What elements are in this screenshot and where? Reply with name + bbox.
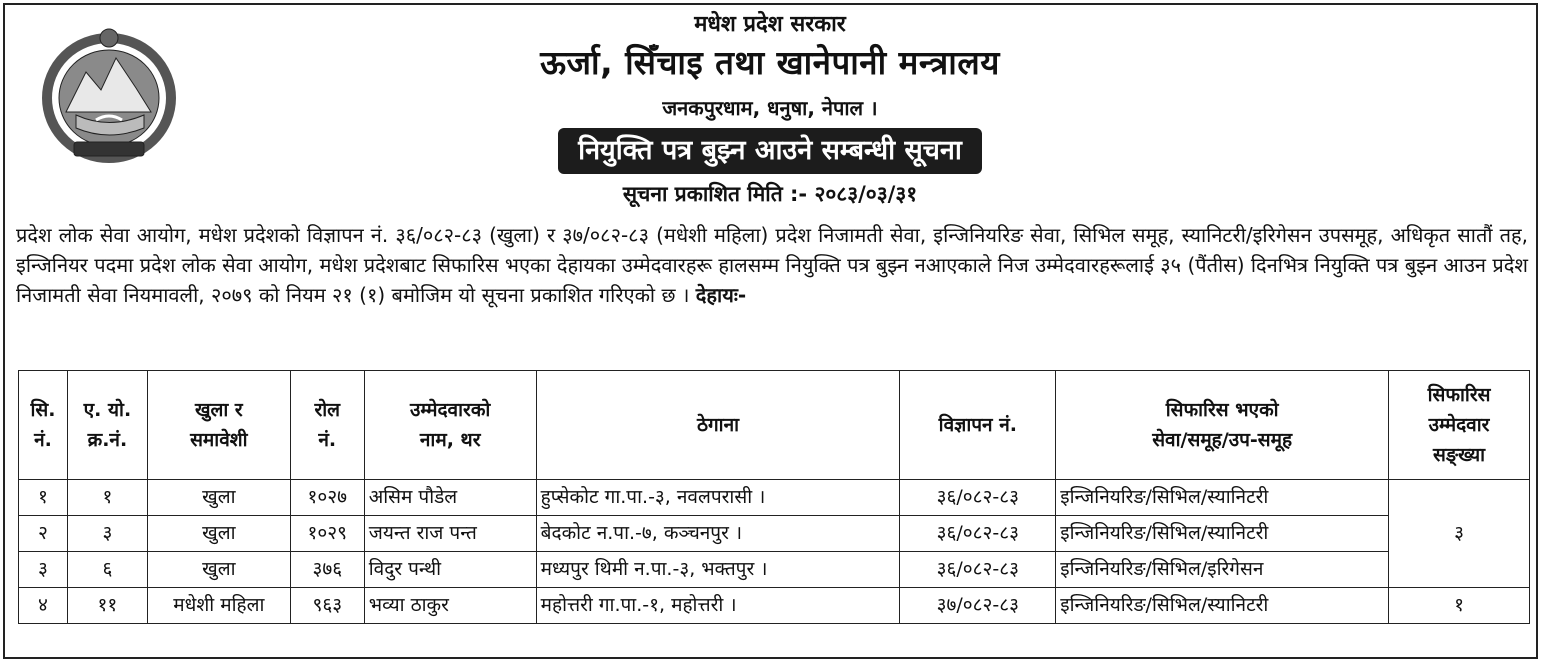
table-row xyxy=(19,588,1530,624)
cell-roll: ३७६ xyxy=(290,552,364,588)
cell-roll: १०२९ xyxy=(290,516,364,552)
cell-name: भव्या ठाकुर xyxy=(364,588,536,624)
cell-name: असिम पौडेल xyxy=(364,480,536,516)
notice-closing: देहायः- xyxy=(695,283,747,307)
published-label: सूचना प्रकाशित मिति :- xyxy=(622,182,808,206)
cell-count: १ xyxy=(1389,588,1530,624)
notice-title: नियुक्ति पत्र बुझ्न आउने सम्बन्धी सूचना xyxy=(558,128,982,174)
header-roll: रोल नं. xyxy=(290,371,364,480)
cell-name: विदुर पन्थी xyxy=(364,552,536,588)
nepal-government-emblem-icon xyxy=(26,20,192,176)
notice-paragraph: प्रदेश लोक सेवा आयोग, मधेश प्रदेशको विज्ञापन नं. ३६/०८२-८३ (खुला) र ३७/०८२-८३ (मधेशी महिला) प्रदेश निजामती सेवा, इन्जिनियरिङ सेवा, सिभिल समूह, स्यानिटरी/इरिगेसन उपसमूह, अधिकृत सातौं तह, इन्जिनियर पदमा प्रदेश लोक सेवा आयोग, मधेश प्रदेशबाट सिफारिस भएका देहायका उम्मेदवारहरू हालसम्म नियुक्ति पत्र बुझ्न नआएकाले निज उम्मेदवारहरूलाई ३५ (पैंतीस) दिनभित्र नियुक्ति पत्र बुझ्न आउन प्रदेश निजामती सेवा नियमावली, २०७९ को नियम २१ (१) बमोजिम यो सूचना प्रकाशित गरिएको छ । xyxy=(16,223,1528,307)
notice-body xyxy=(16,220,1528,310)
cell-sn: २ xyxy=(19,516,68,552)
header-service: सिफारिस भएको सेवा/समूह/उप-समूह xyxy=(1056,371,1389,480)
table-row xyxy=(19,552,1530,588)
cell-sn: ३ xyxy=(19,552,68,588)
cell-service: इन्जिनियरिङ/सिभिल/इरिगेसन xyxy=(1056,552,1389,588)
government-name: मधेश प्रदेश सरकार xyxy=(694,12,846,37)
table-header-row xyxy=(19,371,1530,480)
header-ay: ए. यो. क्र.नं. xyxy=(67,371,147,480)
cell-ay: १ xyxy=(67,480,147,516)
table-row xyxy=(19,480,1530,516)
candidate-table xyxy=(18,370,1530,624)
cell-category: मधेशी महिला xyxy=(147,588,290,624)
cell-count: ३ xyxy=(1389,480,1530,588)
cell-service: इन्जिनियरिङ/सिभिल/स्यानिटरी xyxy=(1056,516,1389,552)
cell-service: इन्जिनियरिङ/सिभिल/स्यानिटरी xyxy=(1056,480,1389,516)
cell-address: बेदकोट न.पा.-७, कञ्चनपुर । xyxy=(536,516,900,552)
cell-ad-no: ३६/०८२-८३ xyxy=(900,480,1056,516)
cell-category: खुला xyxy=(147,516,290,552)
cell-category: खुला xyxy=(147,480,290,516)
cell-ad-no: ३६/०८२-८३ xyxy=(900,552,1056,588)
cell-ay: ६ xyxy=(67,552,147,588)
table-row xyxy=(19,516,1530,552)
cell-ay: ३ xyxy=(67,516,147,552)
cell-ay: ११ xyxy=(67,588,147,624)
cell-address: हुप्सेकोट गा.पा.-३, नवलपरासी । xyxy=(536,480,900,516)
ministry-address: जनकपुरधाम, धनुषा, नेपाल । xyxy=(662,96,878,120)
published-date-line xyxy=(260,178,1280,210)
cell-ad-no: ३६/०८२-८३ xyxy=(900,516,1056,552)
header-ad-no: विज्ञापन नं. xyxy=(900,371,1056,480)
cell-sn: ४ xyxy=(19,588,68,624)
cell-ad-no: ३७/०८२-८३ xyxy=(900,588,1056,624)
header-name: उम्मेदवारको नाम, थर xyxy=(364,371,536,480)
published-date: २०८३/०३/३१ xyxy=(814,182,918,206)
cell-roll: ९६३ xyxy=(290,588,364,624)
cell-service: इन्जिनियरिङ/सिभिल/स्यानिटरी xyxy=(1056,588,1389,624)
header-count: सिफारिस उम्मेदवार सङ्ख्या xyxy=(1389,371,1530,480)
header-sn: सि. नं. xyxy=(19,371,68,480)
cell-address: मध्यपुर थिमी न.पा.-३, भक्तपुर । xyxy=(536,552,900,588)
header-address: ठेगाना xyxy=(536,371,900,480)
cell-roll: १०२७ xyxy=(290,480,364,516)
cell-sn: १ xyxy=(19,480,68,516)
cell-category: खुला xyxy=(147,552,290,588)
ministry-name: ऊर्जा, सिँचाइ तथा खानेपानी मन्त्रालय xyxy=(540,43,1000,82)
header-category: खुला र समावेशी xyxy=(147,371,290,480)
cell-address: महोत्तरी गा.पा.-१, महोत्तरी । xyxy=(536,588,900,624)
cell-name: जयन्त राज पन्त xyxy=(364,516,536,552)
